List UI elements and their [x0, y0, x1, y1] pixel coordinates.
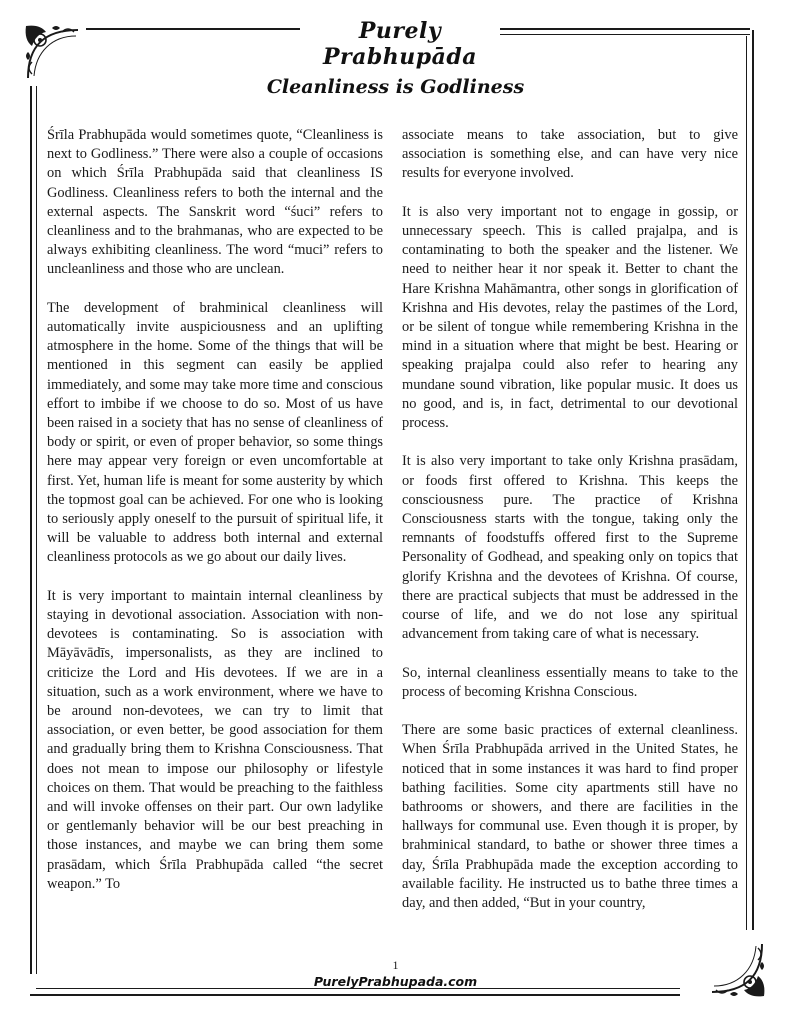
paragraph: The development of brahminical cleanliness will automatically invite auspiciousness and an uplifting atmosphere in the home. Some of the things that will be mentioned in this segment can easily be applied immediately, and some may take more time and conscious effort to imbibe if we choose to do so. Most of us have been raised in a society that has no sense of cleanliness of body or spirit, or even of proper behavior, so some things here may appear very foreign or even uncomfortable at first. Yet, human life is meant for some austerity by which the topmost goal can be achieved. For one who is looking to seriously apply oneself to the pursuit of spiritual life, it will be valuable to address both internal and external cleanliness protocols as we go about our daily lives. — [47, 299, 383, 566]
frame-right-line — [752, 30, 754, 930]
frame-top-line — [86, 28, 300, 30]
paragraph: Śrīla Prabhupāda would sometimes quote, “Cleanliness is next to Godliness.” There were also a couple of occasions on which Śrīla Prabhupāda said that cleanliness IS Godliness. Cleanliness refers to both the internal and the external aspects. The Sanskrit word “śuci” refers to cleanliness and to the brahmanas, who are expected to be always exhibiting cleanliness. The word “muci” refers to uncleanliness and those who are unclean. — [47, 127, 383, 278]
frame-left-inner-line — [36, 86, 37, 974]
paragraph: So, internal cleanliness essentially means to take to the process of becoming Krishna Conscious. — [402, 664, 738, 700]
footer-website-link[interactable]: PurelyPrabhupada.com — [313, 974, 478, 989]
frame-right-inner-line — [746, 36, 747, 930]
frame-top-inner-line — [500, 34, 750, 35]
frame-left-line — [30, 86, 32, 974]
frame-top-line-right — [500, 28, 750, 30]
paragraph: associate means to take association, but to give association is something else, and can have very nice results for everyone involved. — [402, 127, 738, 182]
page-number: 1 — [392, 958, 399, 972]
frame-bottom-line — [30, 994, 680, 996]
page-title: Cleanliness is Godliness — [266, 76, 525, 98]
paragraph: There are some basic practices of external cleanliness. When Śrīla Prabhupāda arrived in the United States, he noticed that in some instances it was hard to find proper bathing facilities. Some city apartments still have no bathrooms or showers, and there are facilities in the hallways for communal use. Even though it is proper, by brahminical standard, to bathe or shower three times a day, Śrīla Prabhupāda made the exception according to available facility. He instructed us to bathe three times a day, and then added, “But in your country, — [402, 722, 738, 912]
paragraph: It is also very important not to engage in gossip, or unnecessary speech. This is called prajalpa, and is contaminating to both the speaker and the listener. We need to neither hear it nor speak it. Better to chant the Hare Krishna Mahāmantra, other songs in glorification of Krishna and His devotes, relay the pastimes of the Lord, or be silent of tongue while remembering Krishna in the mind in a situation where that might be best. Hearing or speaking prajalpa could also refer to hearing any mundane sound vibration, like popular music. It does us no good, and is, in fact, detrimental to our devotional process. — [402, 203, 738, 432]
text-column-left — [47, 126, 383, 913]
paragraph: It is very important to maintain internal cleanliness by staying in devotional association. Association with non-devotees is contaminating. So is association with Māyāvādīs, impersonalists, as they are inclined to criticize the Lord and His devotees. If we are in a situation, such as a work environment, where we have to be around non-devotees, we can try to limit that association, or even better, be good association for them and gradually bring them to Krishna Consciousness. That does not mean to impose our philosophy or lifestyle choices on them. That would be preaching to the faithless and will invoke offenses on their part. Our own ladylike or gentlemanly behavior will be our best preaching in those instances, and maybe we can bring them some prasādam, which Śrīla Prabhupāda called “the secret weapon.” To — [47, 587, 383, 892]
paragraph: It is also very important to take only Krishna prasādam, or foods first offered to Krishna. This keeps the consciousness pure. The practice of Krishna Consciousness starts with the tongue, taking only the remnants of foodstuffs offered first to the Supreme Personality of Godhead, and speaking only on topics that glorify Krishna and the devotees of Krishna. Of course, there are practical subjects that must be addressed in the course of life, and we do not lose any spiritual advancement from taking care of what is necessary. — [402, 453, 738, 643]
ornament-corner-top-left — [22, 22, 82, 82]
text-column-right — [402, 126, 738, 932]
brand-logo-text: Purely Prabhupāda — [322, 18, 478, 70]
